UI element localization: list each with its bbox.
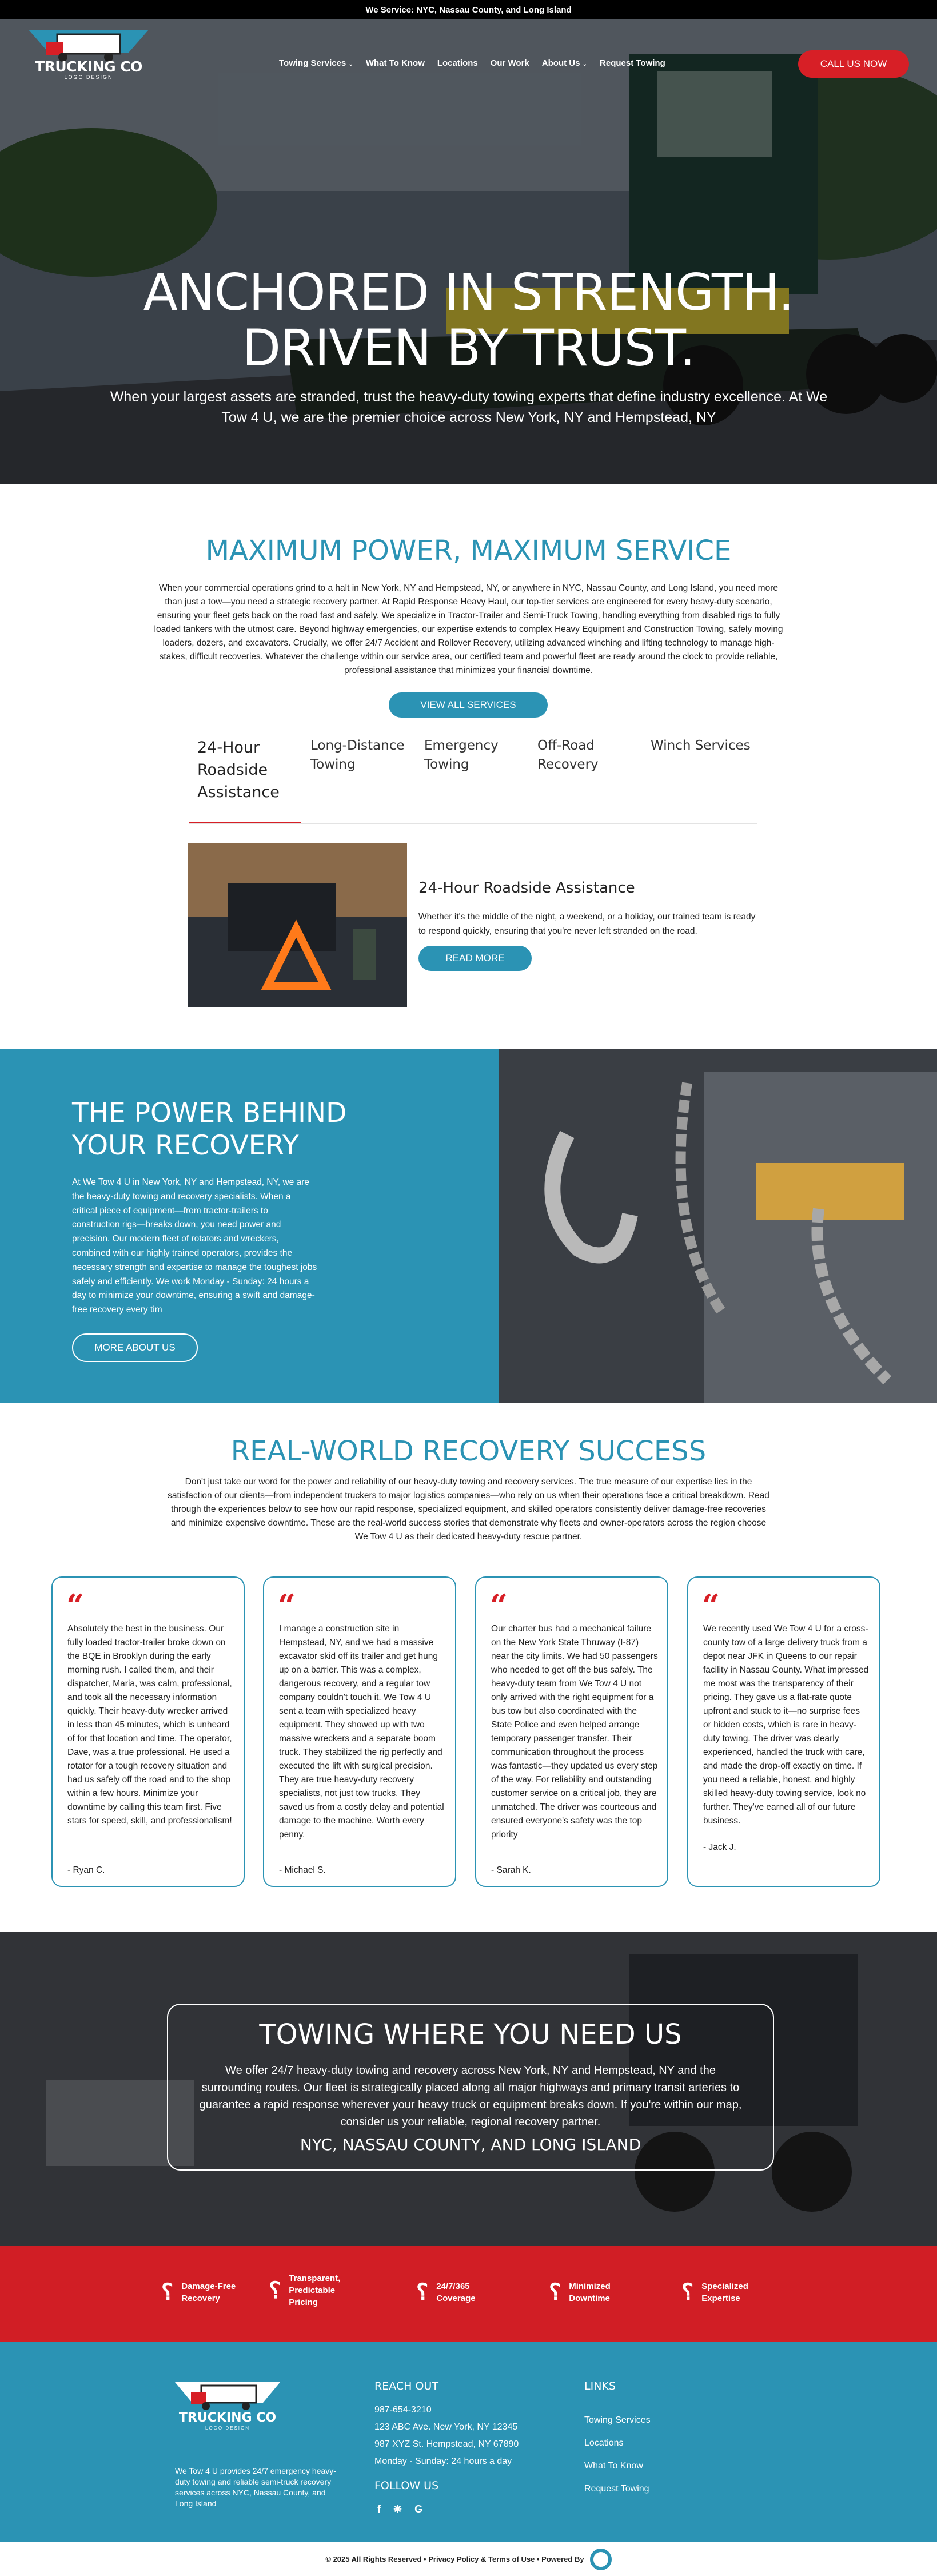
tow-hook-image	[499, 1049, 937, 1403]
nav-about-us[interactable]: About Us ⌄	[541, 58, 588, 68]
hero-subtitle: When your largest assets are stranded, trust the heavy-duty towing experts that define industry excellence. At We Tow 4 U, we are the premier choice across New York, NY and Hempstead, NY	[110, 389, 828, 426]
nav-request-towing[interactable]: Request Towing	[600, 58, 665, 68]
facebook-icon[interactable]: f	[377, 2503, 381, 2515]
panel-text: Whether it's the middle of the night, a weekend, or a holiday, our trained team is ready to respond quickly, ensuring that you're never left stranded on the road.	[418, 912, 756, 936]
testimonial-card	[51, 1576, 245, 1887]
footer-link-towing-services[interactable]: Towing Services	[584, 2415, 651, 2425]
testimonial-text: I manage a construction site in Hempstead, NY, and we had a massive excavator skid off its trailer and get hung up on a barrier. This was a complex, dangerous recovery, and a regular tow company couldn't touch it. We Tow 4 U sent a team with specialized heavy equipment. They showed up with two massive wreckers and a separate boom truck. They stabilized the rig perfectly and executed the lift with surgical precision. They are true heavy-duty recovery specialists, not just tow trucks. They saved us from a costly delay and potential damage to the machine. Worth every penny.	[279, 1624, 444, 1840]
tow-hook-icon: ؟	[549, 2280, 561, 2305]
site-logo[interactable]	[23, 30, 154, 82]
feature-label: Transparent, Predictable Pricing	[289, 2274, 341, 2307]
chevron-down-icon: ⌄	[582, 61, 588, 67]
logo-subtext: LOGO DESIGN	[64, 74, 113, 80]
testimonial-text: Absolutely the best in the business. Our fully loaded tractor-trailer broke down on the BQE in Brooklyn during the early morning rush. I called them, and their dispatcher, Maria, was calm, professional, and took all the necessary information quickly. Their heavy-duty wrecker arrived in less than 45 minutes, which is unheard of for that location and time. The operator, Dave, was a true professional. He used a rotator for a tough recovery situation and had us safely off the road and to the shop within a few hours. Minimize your downtime by calling this team first. Five stars for speed, skill, and professionalism!	[67, 1624, 232, 1826]
nav-locations[interactable]: Locations	[437, 58, 478, 68]
nav-menu	[279, 58, 665, 68]
copyright-bar	[0, 2542, 937, 2576]
links-title: LINKS	[584, 2380, 616, 2392]
quote-icon: “	[66, 1587, 85, 1624]
hero-title-line-2: DRIVEN BY TRUST.	[242, 318, 695, 377]
copyright-text: © 2025 All Rights Reserved • Privacy Policy & Terms of Use • Powered By	[325, 2555, 584, 2563]
service-area-text: We Service: NYC, Nassau County, and Long Island	[365, 5, 572, 15]
quote-icon: “	[490, 1587, 508, 1624]
footer-hours: Monday - Sunday: 24 hours a day	[374, 2456, 512, 2466]
nav-towing-services[interactable]: Towing Services ⌄	[279, 58, 353, 68]
footer	[0, 2342, 937, 2542]
footer-link-request-towing[interactable]: Request Towing	[584, 2484, 649, 2494]
tab-long-distance[interactable]: Long-Distance Towing	[310, 738, 405, 773]
area-body: We offer 24/7 heavy-duty towing and recovery across New York, NY and Hempstead, NY and the surrounding routes. Our fleet is strategically placed along all major highways and primary transit arteries to guarantee a rapid response wherever your heavy truck or equipment breaks down. If you're within our map, consider us your reliable, regional recovery partner.	[199, 2064, 742, 2128]
area-box	[167, 2004, 774, 2171]
quote-icon: “	[702, 1587, 720, 1624]
panel-title: 24-Hour Roadside Assistance	[418, 879, 635, 897]
top-service-bar	[0, 0, 937, 19]
testimonial-card	[475, 1576, 668, 1887]
footer-about: We Tow 4 U provides 24/7 emergency heavy-duty towing and reliable semi-truck recovery services across NYC, Nassau County, and Long Island	[175, 2466, 336, 2508]
tabs-divider	[189, 823, 757, 824]
testimonial-card	[687, 1576, 880, 1887]
nav-our-work[interactable]: Our Work	[490, 58, 529, 68]
area-regions: NYC, NASSAU COUNTY, AND LONG ISLAND	[300, 2135, 641, 2154]
service-body: When your commercial operations grind to a halt in New York, NY and Hempstead, NY, or anywhere in NYC, Nassau County, and Long Island, you need more than just a tow—you need a strategic recovery partner. At Rapid Response Heavy Haul, our top-tier services are engineered for every heavy-duty scenario, ensuring your fleet gets back on the road fast and safely. We specialize in Tractor-Trailer and Semi-Truck Towing, handling everything from disabled rigs to fully loaded tankers with the utmost care. Beyond highway emergencies, our expertise extends to complex Heavy Equipment and Construction Towing, safely moving loaders, dozers, and excavators. Crucially, we offer 24/7 Accident and Rollover Recovery, utilizing advanced winching and lifting technology to manage high-stakes, difficult recoveries. Whatever the challenge within our service area, our certified team and powerful fleet are ready around the clock to provide reliable, professional assistance that minimizes your financial downtime.	[154, 583, 783, 676]
tow-hook-icon: ؟	[416, 2280, 429, 2305]
google-icon[interactable]: G	[414, 2503, 423, 2515]
power-title: THE POWER BEHIND YOUR RECOVERY	[72, 1097, 347, 1162]
testimonial-text: We recently used We Tow 4 U for a cross-county tow of a large delivery truck from a depot near JFK in Queens to our repair facility in Nassau County. What impressed me most was the transparency of their pricing. They gave us a flat-rate quote upfront and stuck to it—no surprise fees or hidden costs, which is rare in heavy-duty towing. The driver was clearly experienced, handled the truck with care, and made the drop-off exactly on time. If you need a reliable, honest, and highly skilled heavy-duty towing service, look no further. They've earned all of our future business.	[703, 1624, 869, 1826]
testimonial-author: - Sarah K.	[491, 1865, 531, 1875]
powered-by-logo-icon[interactable]	[590, 2549, 612, 2570]
testimonial-author: - Jack J.	[703, 1842, 736, 1852]
feature-label: Minimized Downtime	[569, 2282, 611, 2303]
feature-label: 24/7/365 Coverage	[436, 2282, 476, 2303]
feature-label: Specialized Expertise	[701, 2282, 748, 2303]
feature-item	[681, 2279, 759, 2306]
testimonials-title: REAL-WORLD RECOVERY SUCCESS	[230, 1435, 707, 1467]
roadside-assistance-image	[188, 843, 407, 1007]
power-body: At We Tow 4 U in New York, NY and Hempstead, NY, we are the heavy-duty towing and recovery specialists. When a critical piece of equipment—from tractor-trailers to construction rigs—breaks down, you need power and precision. Our modern fleet of rotators and wreckers, combined with our highly trained operators, provides the necessary strength and expertise to manage the toughest jobs safely and efficiently. We work Monday - Sunday: 24 hours a day to minimize your downtime, ensuring a swift and damage-free recovery every tim	[72, 1177, 317, 1315]
quote-icon: “	[278, 1587, 296, 1624]
testimonial-author: - Ryan C.	[67, 1865, 105, 1875]
footer-address-2: 987 XYZ St. Hempstead, NY 67890	[374, 2439, 519, 2449]
read-more-button[interactable]: READ MORE	[418, 946, 532, 971]
tow-hook-icon: ؟	[681, 2280, 694, 2305]
feature-label: Damage-Free Recovery	[181, 2282, 236, 2303]
footer-address-1: 123 ABC Ave. New York, NY 12345	[374, 2422, 518, 2432]
tow-hook-icon: ؟	[269, 2278, 281, 2303]
area-title: TOWING WHERE YOU NEED US	[259, 2018, 682, 2051]
feature-item	[161, 2279, 250, 2306]
logo-subtext: LOGO DESIGN	[205, 2426, 250, 2431]
tab-24-hour-roadside[interactable]: 24-Hour Roadside Assistance	[197, 739, 280, 802]
testimonials-intro: Don't just take our word for the power and reliability of our heavy-duty towing and recovery services. The true measure of our expertise lies in the satisfaction of our clients—from independent truckers to major logistics companies—who rely on us when their operations face a critical breakdown. Read through the experiences below to see how our rapid response, specialized equipment, and skilled operators consistently deliver damage-free recoveries and minimize expensive downtime. These are the real-world success stories that demonstrate why fleets and owner-operators across the region choose We Tow 4 U as their dedicated heavy-duty rescue partner.	[168, 1477, 769, 1542]
chevron-down-icon: ⌄	[348, 61, 353, 67]
tab-winch[interactable]: Winch Services	[651, 738, 751, 753]
tab-emergency[interactable]: Emergency Towing	[424, 738, 499, 773]
footer-phone[interactable]: 987-654-3210	[374, 2405, 432, 2415]
logo-text: TRUCKING CO	[35, 58, 142, 75]
footer-link-what-to-know[interactable]: What To Know	[584, 2461, 643, 2471]
logo-text: TRUCKING CO	[178, 2411, 277, 2425]
follow-us-title: FOLLOW US	[374, 2479, 439, 2492]
hero-title-line-1: ANCHORED IN STRENGTH.	[143, 263, 794, 322]
yelp-icon[interactable]: ❋	[393, 2503, 402, 2515]
service-title: MAXIMUM POWER, MAXIMUM SERVICE	[205, 535, 732, 567]
nav-what-to-know[interactable]: What To Know	[365, 58, 425, 68]
service-tabs	[189, 736, 757, 826]
testimonial-text: Our charter bus had a mechanical failure on the New York State Thruway (I-87) near the city limits. We had 50 passengers who needed to get off the bus safely. The heavy-duty team from We Tow 4 U not only arrived with the right equipment for a bus tow but also coordinated with the State Police and even helped arrange temporary passenger transfer. Their communication throughout the process was fantastic—they updated us every step of the way. For reliability and outstanding customer service on a critical job, they are unmatched. The driver was courteous and ensured everyone's safety was the top priority	[491, 1624, 658, 1840]
more-about-us-button[interactable]: MORE ABOUT US	[72, 1333, 198, 1362]
tow-hook-icon: ؟	[161, 2280, 174, 2305]
main-navigation	[0, 19, 937, 82]
features-bar	[0, 2246, 937, 2342]
feature-item	[549, 2279, 626, 2306]
testimonial-card	[263, 1576, 456, 1887]
footer-link-locations[interactable]: Locations	[584, 2438, 624, 2448]
social-links	[377, 2503, 422, 2515]
hero-section	[0, 19, 937, 484]
testimonial-author: - Michael S.	[279, 1865, 326, 1875]
feature-item	[416, 2279, 493, 2306]
call-us-button[interactable]: CALL US NOW	[798, 50, 909, 78]
feature-item	[269, 2272, 352, 2308]
hero-title	[0, 265, 937, 376]
reach-out-title: REACH OUT	[374, 2380, 438, 2392]
footer-logo[interactable]	[170, 2382, 285, 2439]
view-all-services-button[interactable]: VIEW ALL SERVICES	[389, 692, 548, 718]
tab-off-road[interactable]: Off-Road Recovery	[537, 738, 599, 773]
